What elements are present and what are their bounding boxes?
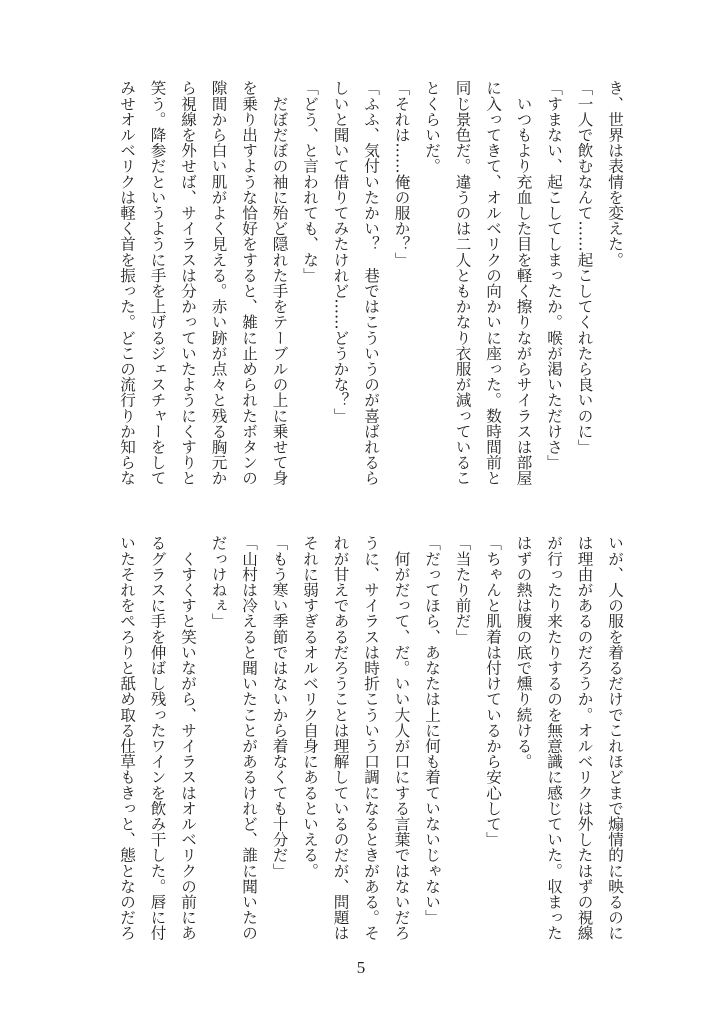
text-line: 「どう、と言われても、な」 [301, 80, 319, 283]
text-line: それに弱すぎるオルベリク自身にあるといえる。 [301, 535, 319, 879]
text-line: 「すまない、起こしてしまったか。喉が渇いただけさ」 [545, 80, 563, 470]
text-line: 何がだって、だ。いい大人が口にする言葉ではないだろ [392, 535, 411, 941]
text-line: いつもより充血した目を軽く擦りながらサイラスは部屋 [514, 80, 533, 486]
text-line: 「だってほら、あなたは上に何も着ていないじゃない」 [423, 535, 441, 925]
text-line: 「それは……俺の服か？」 [392, 80, 411, 268]
text-line: だぼだぼの袖に殆ど隠れた手をテーブルの上に乗せて身 [270, 80, 289, 486]
text-line: はずの熱は腹の底で燻り続ける。 [514, 535, 533, 769]
text-block-top [110, 80, 630, 490]
text-line: 「当たり前だ」 [453, 535, 472, 645]
text-line: だっけねぇ」 [209, 535, 228, 629]
text-line: が行ったり来たりするのを無意識に感じていた。収まった [545, 535, 563, 941]
text-line: 「山村は冷えると聞いたことがあるけれど、誰に聞いたの [240, 535, 258, 941]
text-line: 「もう寒い季節ではないから着なくても十分だ」 [270, 535, 289, 879]
page-number: 5 [356, 958, 366, 977]
text-line: とくらいだ。 [423, 80, 441, 174]
text-line: は理由があるのだろうか。オルベリクは外したはずの視線 [575, 535, 594, 941]
text-line: いが、人の服を着るだけでこれほどまで煽情的に映るのに [606, 535, 624, 941]
text-line: るグラスに手を伸ばし残ったワインを飲み干した。唇に付 [148, 535, 167, 941]
text-line: いたそれをぺろりと舐め取る仕草もきっと、態となのだろ [118, 535, 136, 941]
text-line: 笑う。降参だというように手を上げるジェスチャーをして [148, 80, 167, 486]
text-line: ら視線を外せば、サイラスは分かっていたようにくすりと [179, 80, 197, 486]
text-line: 「一人で飲むなんて……起こしてくれたら良いのに」 [575, 80, 594, 455]
text-line: しいと聞いて借りてみたけれど……どうかな？」 [331, 80, 350, 424]
text-block-bottom [110, 535, 630, 945]
text-line: 隙間から白い肌がよく見える。赤い跡が点々と残る胸元か [209, 80, 228, 486]
text-line: うに、サイラスは時折こういう口調になるときがある。そ [362, 535, 380, 941]
text-line: 「ふふ、気付いたかい？ 巷ではこういうのが喜ばれるら [362, 80, 380, 486]
text-line: みせオルベリクは軽く首を振った。どこの流行りか知らな [118, 80, 136, 486]
text-line: に入ってきて、オルベリクの向かいに座った。数時間前と [484, 80, 502, 486]
text-line: を乗り出すような恰好をすると、雑に止められたボタンの [240, 80, 258, 486]
text-line: れが甘えであるだろうことは理解しているのだが、問題は [331, 535, 350, 941]
text-line: 同じ景色だ。違うのは二人ともかなり衣服が減っているこ [453, 80, 472, 486]
text-line: き、世界は表情を変えた。 [606, 80, 624, 268]
text-line: 「ちゃんと肌着は付けているから安心して」 [484, 535, 502, 847]
text-line: くすくすと笑いながら、サイラスはオルベリクの前にあ [179, 535, 197, 941]
